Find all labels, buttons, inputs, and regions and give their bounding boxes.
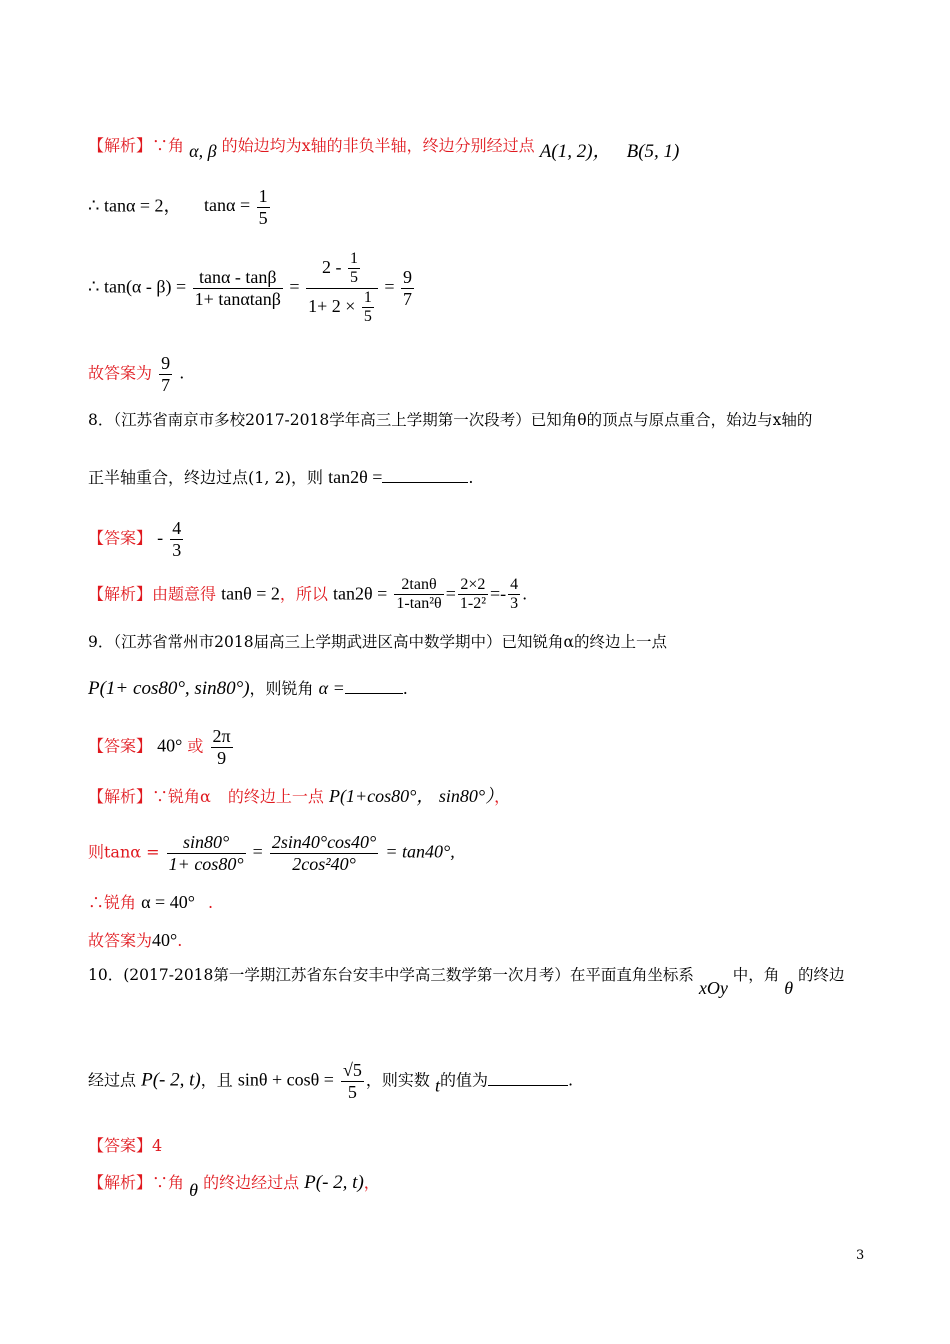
text: ，所以 xyxy=(279,584,328,604)
solution-7-line-3 xyxy=(88,250,416,327)
math: 40° xyxy=(152,930,178,950)
denominator: 2cos²40° xyxy=(292,853,356,874)
math: sinθ + cosθ = xyxy=(237,1069,334,1090)
answer-value: 4 xyxy=(152,1136,163,1155)
answer-tag: 【答案】 xyxy=(88,1136,153,1155)
fraction xyxy=(193,267,283,309)
fraction xyxy=(341,1060,364,1102)
equals: = xyxy=(384,276,395,297)
math: P(1+cos80°， sin80°） xyxy=(329,786,495,806)
equals: =- xyxy=(489,583,507,604)
question-8-solution xyxy=(88,576,527,614)
text: ∵锐角α xyxy=(152,787,211,806)
compound-fraction xyxy=(306,250,378,327)
question-8-line-2 xyxy=(88,465,473,488)
denominator: 5 xyxy=(347,1081,357,1102)
text: 的始边均为x轴的非负半轴，终边分别经过点 xyxy=(221,136,535,155)
fraction xyxy=(170,518,183,560)
text: ， xyxy=(494,787,511,806)
question-8-answer xyxy=(88,518,185,560)
text: ∴锐角 xyxy=(88,893,137,912)
math: P(- 2, t) xyxy=(141,1069,201,1091)
text: 10．(2017-2018第一学期江苏省东台安丰中学高三数学第一次月考）在平面直角坐标系 xyxy=(88,966,694,984)
solution-7-answer xyxy=(88,353,184,395)
text: 故答案为 xyxy=(88,931,153,950)
numerator: √5 xyxy=(342,1060,362,1080)
math: xOy xyxy=(698,978,728,998)
math: α = xyxy=(318,678,345,698)
answer-tag: 【答案】 xyxy=(88,736,153,756)
equals: = xyxy=(445,583,456,604)
numerator: 2×2 xyxy=(458,576,488,595)
numerator: 2sin40°cos40° xyxy=(271,832,377,852)
text: ，且 xyxy=(200,1070,233,1090)
answer-blank[interactable] xyxy=(382,482,468,483)
numerator: 4 xyxy=(508,576,520,595)
numerator: sin80° xyxy=(167,832,246,854)
text: . xyxy=(468,468,474,487)
text: 或 xyxy=(187,736,204,756)
math: P(- 2, t) xyxy=(304,1172,364,1193)
answer-blank[interactable] xyxy=(345,693,403,694)
denominator: 5 xyxy=(349,269,358,287)
point-b: B(5, 1) xyxy=(626,141,680,162)
numerator: 4 xyxy=(172,518,182,538)
math-alpha-beta: α, β xyxy=(189,141,217,161)
solution-tag: 【解析】 xyxy=(88,584,153,604)
math: 40° xyxy=(157,735,183,756)
question-10-answer xyxy=(88,1133,162,1156)
fraction xyxy=(394,576,443,614)
text: 则tanα = xyxy=(88,842,160,862)
math: θ xyxy=(189,1180,198,1200)
text: ，则实数 xyxy=(365,1070,430,1090)
text: 的终边上一点 xyxy=(227,787,324,806)
denominator: 9 xyxy=(217,747,227,768)
numerator: 2π xyxy=(212,726,231,746)
fraction xyxy=(159,353,172,395)
math: = tan40°, xyxy=(385,841,455,862)
numerator: 1 xyxy=(258,186,268,206)
text: 经过点 xyxy=(88,1070,137,1090)
text: ∵角 xyxy=(152,136,185,155)
text: ， xyxy=(363,1173,380,1192)
equals: = xyxy=(252,841,263,862)
math: α = 40° xyxy=(141,892,195,912)
denominator: 1+ tanαtanβ xyxy=(194,288,281,309)
question-8-line-1: 8．（江苏省南京市多校2017-2018学年高三上学期第一次段考）已知角θ的顶点与原点重合，始边与x轴的 xyxy=(88,411,813,429)
text: . xyxy=(207,893,214,912)
text: ，则锐角 xyxy=(249,679,314,698)
fraction xyxy=(348,250,360,288)
question-9-solution-2 xyxy=(88,832,455,874)
question-10-solution xyxy=(88,1170,380,1201)
text: . xyxy=(568,1070,574,1090)
question-9-line-1: 9．（江苏省常州市2018届高三上学期武进区高中数学期中）已知锐角α的终边上一点 xyxy=(88,633,668,651)
fraction xyxy=(401,267,414,309)
solution-tag: 【解析】 xyxy=(88,1173,153,1192)
numerator: 9 xyxy=(403,267,413,288)
math: ∴ tan(α - β) = xyxy=(88,276,187,297)
text: 2 - xyxy=(321,257,342,278)
fraction xyxy=(362,289,374,327)
fraction xyxy=(270,832,378,874)
text: ∵角 xyxy=(152,1173,185,1192)
denominator: 1-tan²θ xyxy=(396,595,442,613)
question-9-answer xyxy=(88,726,235,768)
sign: - xyxy=(157,527,164,548)
solution-tag: 【解析】 xyxy=(88,787,153,806)
text: . xyxy=(402,679,408,698)
text: 的值为 xyxy=(440,1070,489,1090)
math: tan2θ = xyxy=(333,583,388,604)
text: 的终边经过点 xyxy=(203,1173,300,1192)
denominator: 7 xyxy=(403,288,413,309)
text: 正半轴重合，终边过点(1, 2)，则 xyxy=(88,468,324,487)
fraction xyxy=(167,832,246,874)
fraction xyxy=(508,576,520,614)
text: 中，角 xyxy=(732,966,780,984)
question-9-solution-3 xyxy=(88,890,213,913)
numerator: 1 xyxy=(348,250,360,269)
numerator: tanα - tanβ xyxy=(193,267,283,289)
denominator: 5 xyxy=(258,207,268,228)
math: tanα = xyxy=(204,195,251,216)
math: θ xyxy=(784,978,794,998)
question-10-line-1 xyxy=(88,963,845,999)
denominator: 3 xyxy=(172,539,182,560)
math: tan2θ = xyxy=(328,467,383,487)
text: . xyxy=(177,931,183,950)
math-point-p: P(1+ cos80°, sin80°) xyxy=(88,678,250,699)
denominator: 1-2² xyxy=(459,595,486,613)
answer-blank[interactable] xyxy=(488,1085,568,1086)
point-a: A(1, 2)， xyxy=(539,141,612,162)
equals: = xyxy=(289,276,300,297)
math: tanθ = 2 xyxy=(221,583,280,604)
denominator: 7 xyxy=(161,374,171,395)
question-9-solution-4 xyxy=(88,928,182,951)
text: . xyxy=(179,363,185,383)
denominator: 3 xyxy=(510,595,519,613)
text: 由题意得 xyxy=(152,584,217,604)
math: t xyxy=(434,1075,440,1096)
solution-7-line-1 xyxy=(88,133,679,163)
text: . xyxy=(522,584,528,604)
text: 1+ 2 × xyxy=(308,295,356,316)
fraction xyxy=(257,186,270,228)
denominator: 5 xyxy=(363,308,372,326)
question-9-line-2 xyxy=(88,676,408,700)
question-10-line-2 xyxy=(88,1060,573,1102)
text: 的终边 xyxy=(798,966,845,984)
fraction xyxy=(211,726,233,768)
question-9-solution-1 xyxy=(88,782,510,808)
solution-tag: 【解析】 xyxy=(88,136,153,155)
answer-tag: 【答案】 xyxy=(88,528,153,548)
math: ∴ tanα = 2， xyxy=(88,195,182,216)
solution-7-line-2 xyxy=(88,186,272,228)
page-number: 3 xyxy=(856,1248,865,1263)
numerator: 9 xyxy=(161,353,171,373)
text: 故答案为 xyxy=(88,363,153,383)
numerator: 2tanθ xyxy=(394,576,443,595)
numerator: 1 xyxy=(362,289,374,308)
fraction xyxy=(458,576,488,614)
denominator: 1+ cos80° xyxy=(168,853,244,874)
